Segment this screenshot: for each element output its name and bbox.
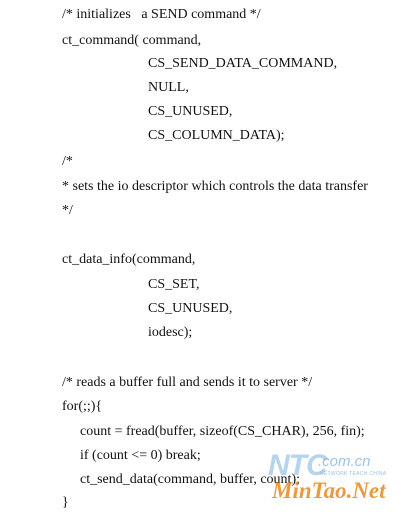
code-arg-cs-set: CS_SET, xyxy=(148,277,200,292)
code-comment-reads-buffer: /* reads a buffer full and sends it to server */ xyxy=(62,375,313,390)
watermark-mintao-logo: MinTao.Net xyxy=(272,478,386,503)
code-ct-data-info-call: ct_data_info(command, xyxy=(62,252,196,267)
code-for-loop: for(;;){ xyxy=(62,399,103,414)
watermark-tagline: NETWORK TEACH CHINA xyxy=(320,471,387,477)
code-arg-cs-unused: CS_UNUSED, xyxy=(148,104,233,119)
code-arg-cs-column-data: CS_COLUMN_DATA); xyxy=(148,128,285,143)
code-fread-statement: count = fread(buffer, sizeof(CS_CHAR), 256, fin); xyxy=(80,424,365,439)
code-arg-iodesc: iodesc); xyxy=(148,325,193,340)
code-ct-send-data-call: ct_send_data(command, buffer, count); xyxy=(80,472,300,487)
code-arg-null: NULL, xyxy=(148,80,189,95)
code-ct-command-call: ct_command( command, xyxy=(62,33,202,48)
watermark-ntc-logo: NTC xyxy=(268,449,327,482)
code-if-break: if (count <= 0) break; xyxy=(80,448,201,463)
code-closing-brace: } xyxy=(62,495,69,510)
code-arg-send-data-command: CS_SEND_DATA_COMMAND, xyxy=(148,56,338,71)
code-arg-cs-unused-2: CS_UNUSED, xyxy=(148,301,233,316)
code-comment-io-descriptor: * sets the io descriptor which controls the data transfer xyxy=(62,179,368,194)
code-comment-open: /* xyxy=(62,154,73,169)
code-comment-initializes: /* initializes a SEND command */ xyxy=(62,7,261,22)
code-comment-close: */ xyxy=(62,203,73,218)
watermark-domain: .com.cn xyxy=(318,453,371,470)
